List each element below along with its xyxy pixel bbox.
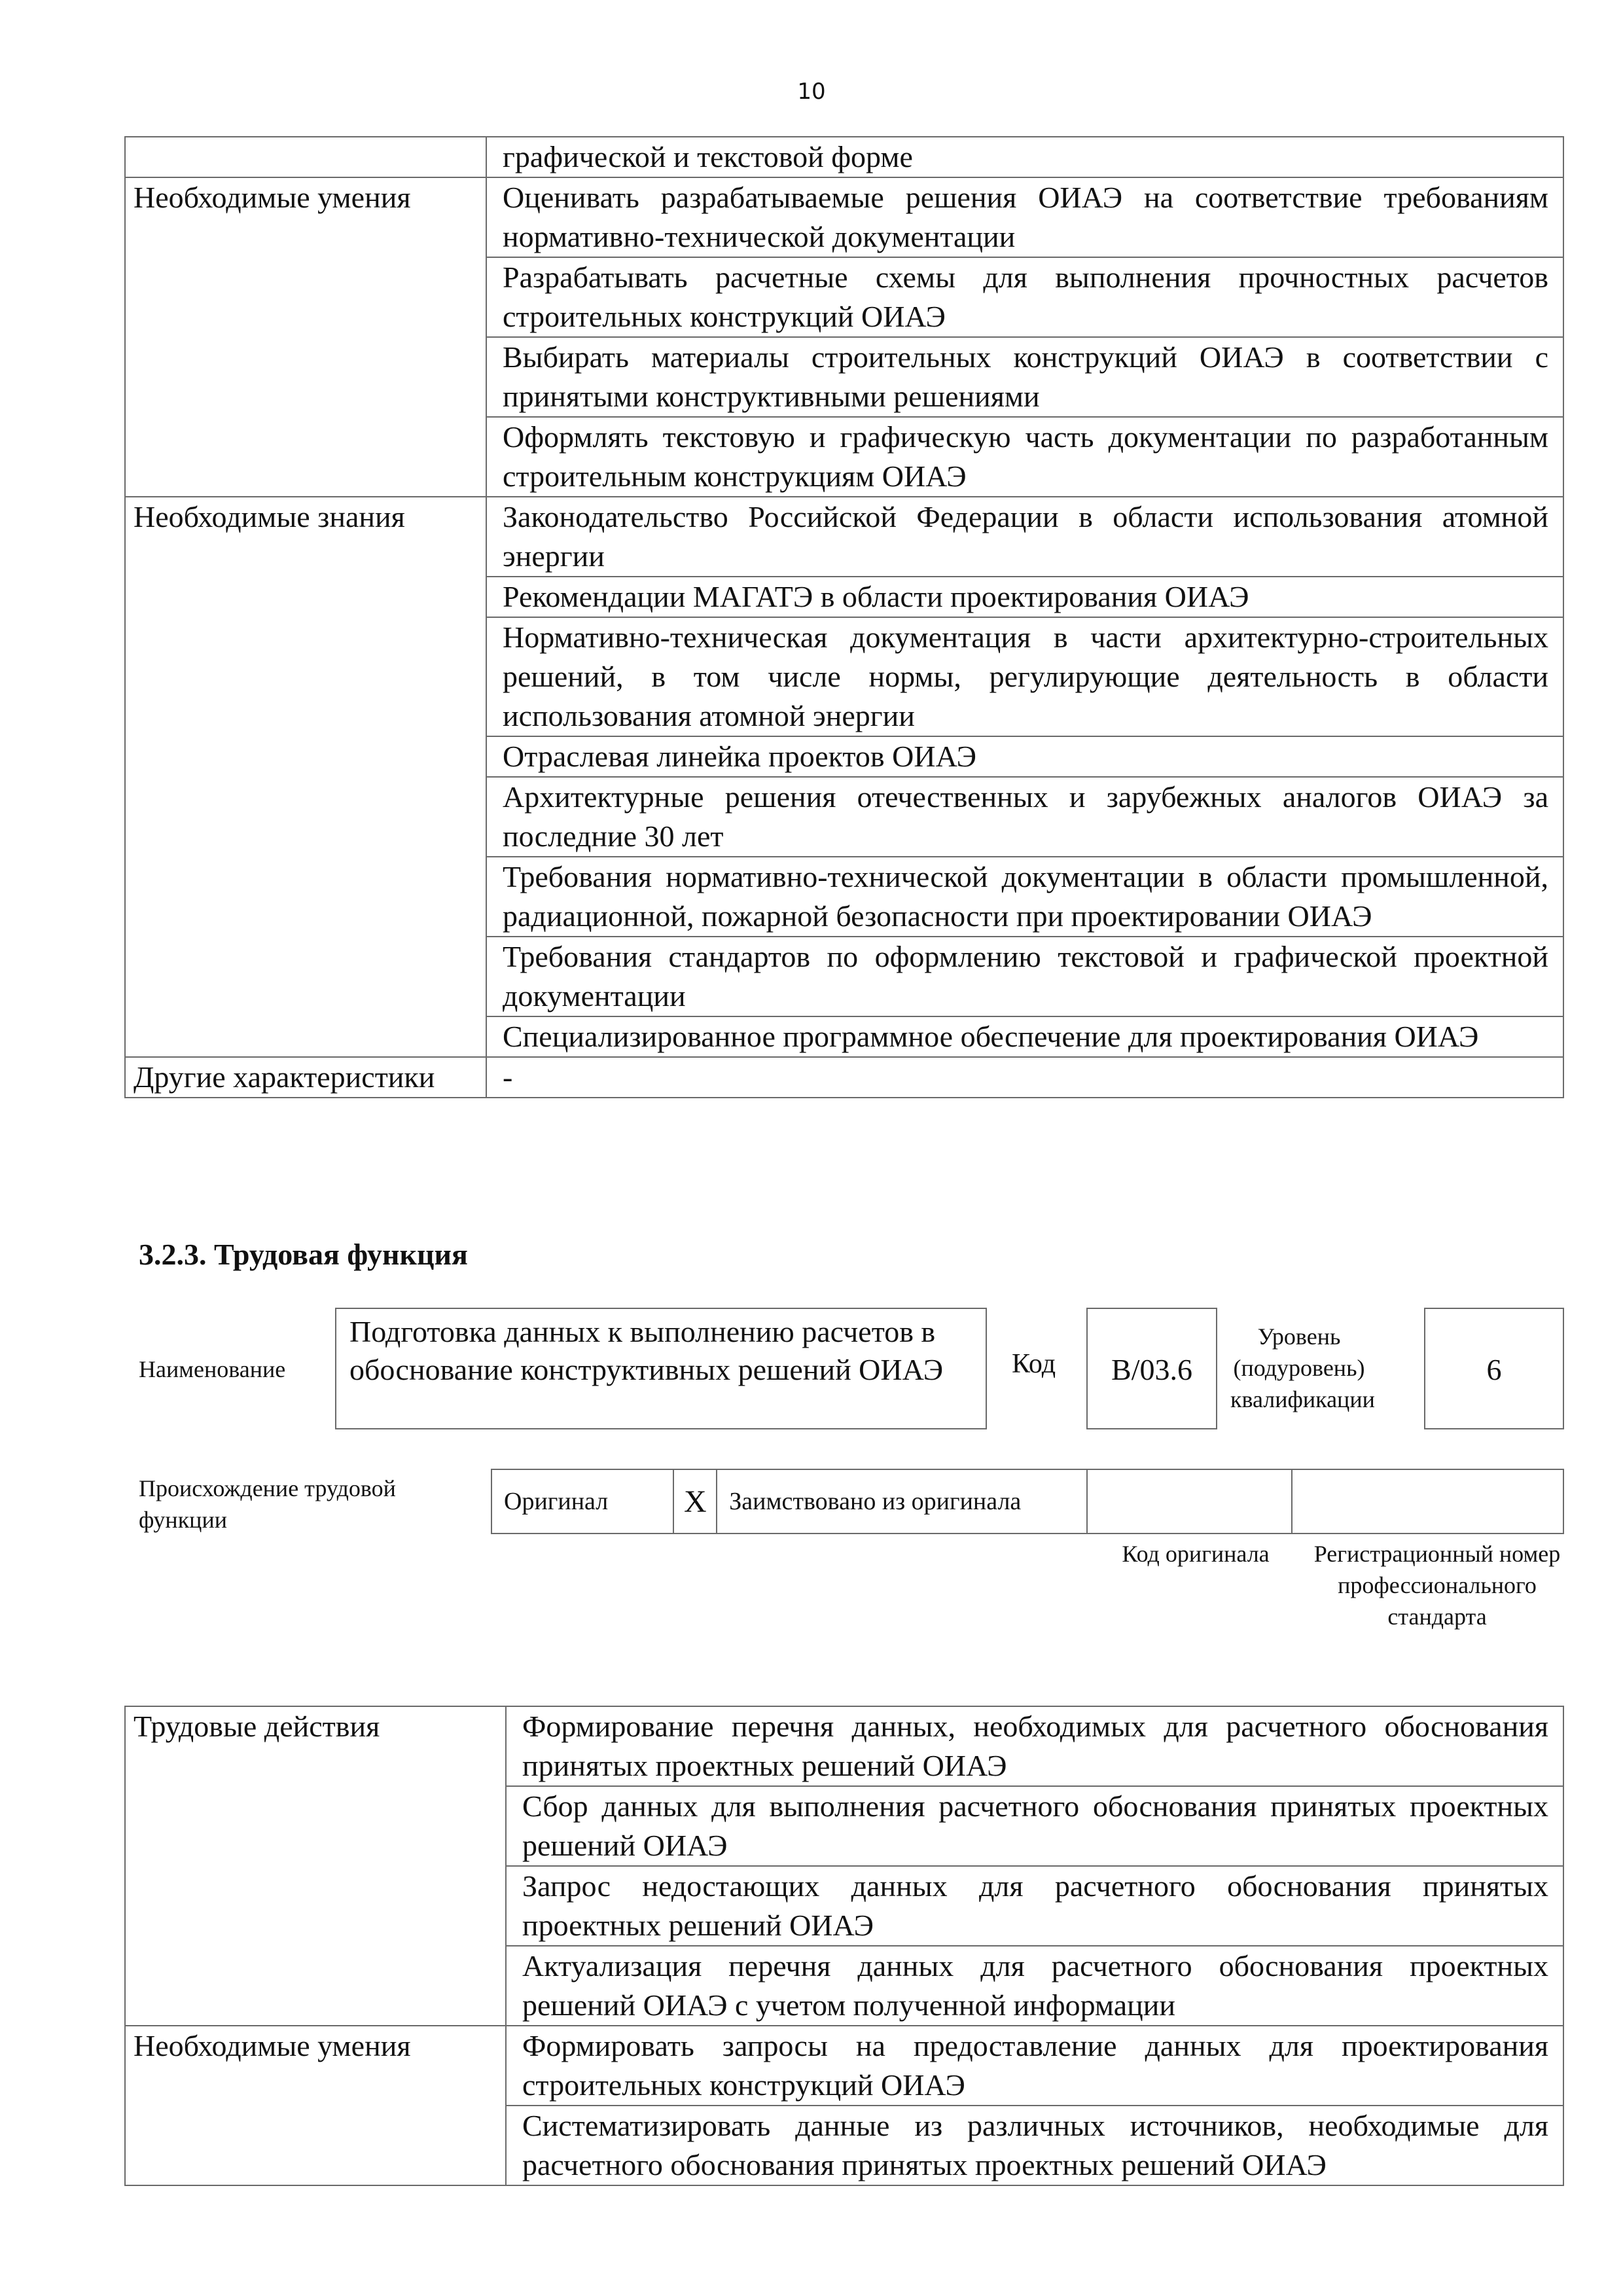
- row-label: [125, 137, 486, 177]
- code-label: Код: [1012, 1349, 1056, 1379]
- page-number: 10: [797, 79, 826, 105]
- row-value: Выбирать материалы строительных конструкций ОИАЭ в соответствии с принятыми конструктивными решениями: [486, 337, 1563, 417]
- borrowed-label: Заимствовано из оригинала: [717, 1469, 1087, 1534]
- row-value: Запрос недостающих данных для расчетного обоснования принятых проектных решений ОИАЭ: [506, 1866, 1563, 1946]
- table-row: [125, 177, 1563, 257]
- row-label: Трудовые действия: [125, 1706, 506, 2026]
- row-value: Требования нормативно-технической документации в области промышленной, радиационной, пожарной безопасности при проектировании ОИАЭ: [486, 857, 1563, 937]
- code-original-cell: [1087, 1469, 1291, 1534]
- original-label: Оригинал: [491, 1469, 673, 1534]
- name-value: Подготовка данных к выполнению расчетов в обоснование конструктивных решений ОИАЭ: [349, 1315, 944, 1386]
- row-value: Рекомендации МАГАТЭ в области проектирования ОИАЭ: [486, 577, 1563, 617]
- row-value: Оценивать разрабатываемые решения ОИАЭ на соответствие требованиям нормативно-технической документации: [486, 177, 1563, 257]
- row-label: Другие характеристики: [125, 1057, 486, 1098]
- row-value: Разрабатывать расчетные схемы для выполнения прочностных расчетов строительных конструкций ОИАЭ: [486, 257, 1563, 337]
- requirements-table-bottom: [124, 1706, 1564, 2186]
- origin-table: [491, 1469, 1564, 1534]
- row-value: Нормативно-техническая документация в части архитектурно-строительных решений, в том числе нормы, регулирующие деятельность в области использования атомной энергии: [486, 617, 1563, 736]
- table-row: [125, 497, 1563, 577]
- row-value: Систематизировать данные из различных источников, необходимые для расчетного обоснования принятых проектных решений ОИАЭ: [506, 2106, 1563, 2185]
- reg-number-cell: [1292, 1469, 1563, 1534]
- level-value: 6: [1486, 1353, 1502, 1386]
- row-value: Оформлять текстовую и графическую часть документации по разработанным строительным конструкциям ОИАЭ: [486, 417, 1563, 497]
- row-value: Требования стандартов по оформлению текстовой и графической проектной документации: [486, 937, 1563, 1016]
- row-label: Необходимые умения: [125, 177, 486, 497]
- table-row: [125, 2026, 1563, 2106]
- row-value: Формирование перечня данных, необходимых для расчетного обоснования принятых проектных решений ОИАЭ: [506, 1706, 1563, 1786]
- row-value: -: [486, 1057, 1563, 1098]
- row-label: Необходимые знания: [125, 497, 486, 1057]
- table-row: [125, 1706, 1563, 1786]
- name-label: Наименование: [139, 1356, 286, 1382]
- row-value: графической и текстовой форме: [486, 137, 1563, 177]
- code-original-label: Код оригинала: [1122, 1541, 1270, 1567]
- level-value-box: [1424, 1308, 1564, 1429]
- section-heading: 3.2.3. Трудовая функция: [139, 1238, 468, 1271]
- requirements-table-top: [124, 136, 1564, 1098]
- reg-number-label: Регистрационный номер профессионального стандарта: [1313, 1541, 1561, 1630]
- table-row: [125, 137, 1563, 177]
- name-value-box: [335, 1308, 987, 1429]
- table-row: [125, 1057, 1563, 1098]
- row-value: Специализированное программное обеспечение для проектирования ОИАЭ: [486, 1016, 1563, 1057]
- row-value: Сбор данных для выполнения расчетного обоснования принятых проектных решений ОИАЭ: [506, 1786, 1563, 1866]
- row-value: Актуализация перечня данных для расчетного обоснования проектных решений ОИАЭ с учетом полученной информации: [506, 1946, 1563, 2026]
- row-label: Необходимые умения: [125, 2026, 506, 2185]
- row-value: Формировать запросы на предоставление данных для проектирования строительных конструкций ОИАЭ: [506, 2026, 1563, 2106]
- original-mark: X: [673, 1469, 717, 1534]
- row-value: Архитектурные решения отечественных и зарубежных аналогов ОИАЭ за последние 30 лет: [486, 777, 1563, 857]
- code-value-box: [1086, 1308, 1217, 1429]
- row-value: Законодательство Российской Федерации в области использования атомной энергии: [486, 497, 1563, 577]
- origin-label: Происхождение трудовой функции: [139, 1475, 396, 1533]
- row-value: Отраслевая линейка проектов ОИАЭ: [486, 736, 1563, 777]
- level-label: Уровень (подуровень) квалификации: [1230, 1323, 1375, 1412]
- code-value: B/03.6: [1111, 1353, 1192, 1386]
